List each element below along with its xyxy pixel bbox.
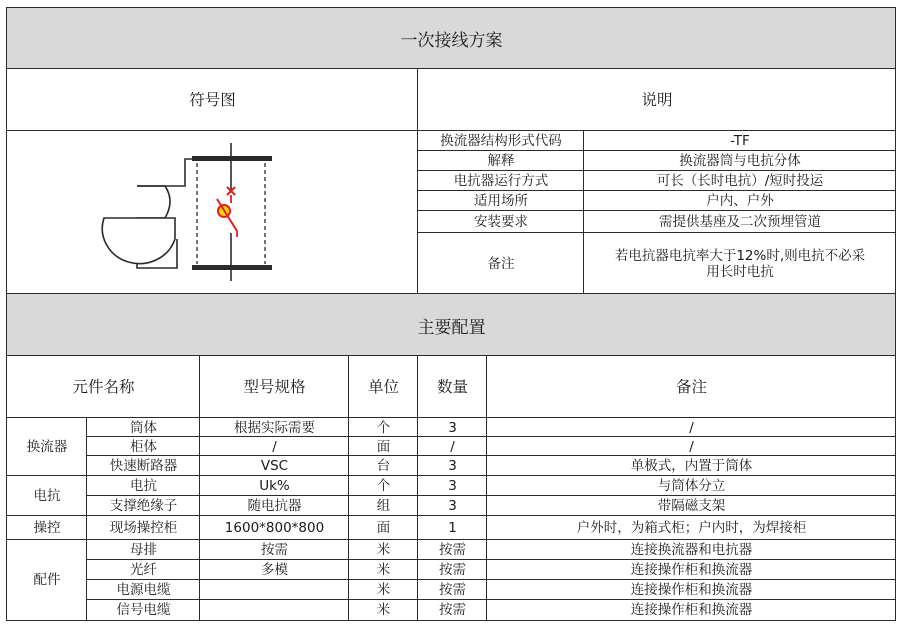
col-header-unit: 单位 <box>367 378 399 396</box>
desc-value: 可长（长时电抗）/短时投运 <box>656 173 824 189</box>
part-model: Uk% <box>259 478 290 494</box>
part-qty: 3 <box>448 419 457 436</box>
part-note: / <box>689 419 694 436</box>
part-qty: 3 <box>448 458 457 474</box>
desc-value: -TF <box>730 133 750 149</box>
part-name: 光纤 <box>130 562 157 578</box>
part-unit: 面 <box>376 520 391 536</box>
part-qty: 1 <box>448 520 457 536</box>
part-name: 现场操控柜 <box>109 520 178 536</box>
part-unit: 个 <box>376 478 391 494</box>
part-model: 根据实际需要 <box>234 419 315 436</box>
part-unit: 组 <box>376 498 391 514</box>
col-header-note: 备注 <box>675 378 707 396</box>
symbol-header: 符号图 <box>189 91 236 109</box>
part-unit: 台 <box>376 458 391 474</box>
group-name: 操控 <box>33 520 61 536</box>
reactor-lead-icon <box>137 159 200 186</box>
part-unit: 米 <box>376 582 391 598</box>
desc-label: 适用场所 <box>474 193 528 209</box>
config-title-bar <box>7 294 896 356</box>
group-name: 电抗 <box>33 488 61 504</box>
part-name: 电抗 <box>130 478 157 494</box>
part-name: 电源电缆 <box>116 582 171 598</box>
scheme-title: 一次接线方案 <box>400 31 503 51</box>
part-note: 与筒体分立 <box>657 478 726 494</box>
part-qty: 3 <box>448 478 457 494</box>
part-name: 支撑绝缘子 <box>109 498 178 514</box>
part-name: 柜体 <box>130 438 157 455</box>
part-unit: 个 <box>376 419 391 436</box>
single-line-symbol-diagram <box>7 131 418 294</box>
bottom-busbar-icon <box>192 265 272 270</box>
part-note: 单极式，内置于筒体 <box>630 458 753 474</box>
col-header-component: 元件名称 <box>72 378 135 396</box>
desc-label: 电抗器运行方式 <box>453 173 549 189</box>
desc-label: 解释 <box>487 153 515 169</box>
part-model: 1600*800*800 <box>224 520 325 536</box>
desc-label: 安装要求 <box>474 214 528 230</box>
part-qty: 按需 <box>439 562 466 578</box>
part-note: 连接换流器和电抗器 <box>630 542 753 558</box>
part-name: 母排 <box>130 542 157 558</box>
part-model: 随电抗器 <box>247 498 302 514</box>
part-unit: 米 <box>376 562 391 578</box>
reactor-semicircle-icon <box>102 218 175 264</box>
config-title: 主要配置 <box>417 317 486 338</box>
col-header-model: 型号规格 <box>243 378 306 396</box>
col-header-qty: 数量 <box>436 378 468 396</box>
part-qty: 3 <box>448 498 457 514</box>
desc-label: 换流器结构形式代码 <box>440 133 562 149</box>
scheme-title-bar <box>7 8 896 69</box>
description-header: 说明 <box>641 91 673 109</box>
remark-line-1: 若电抗器电抗率大于12%时,则电抗不必采 <box>614 247 866 264</box>
group-name: 换流器 <box>26 439 68 455</box>
part-model: VSC <box>260 458 289 474</box>
group-name: 配件 <box>33 572 61 588</box>
part-note: 连接操作柜和换流器 <box>630 582 753 598</box>
desc-value: 需提供基座及二次预埋管道 <box>659 214 821 230</box>
part-qty: / <box>450 438 455 455</box>
part-note: / <box>689 438 694 455</box>
part-name: 信号电缆 <box>116 602 171 618</box>
part-qty: 按需 <box>439 602 466 618</box>
part-model: 按需 <box>261 542 288 558</box>
desc-label: 备注 <box>487 255 515 272</box>
desc-value-remark <box>584 233 896 294</box>
part-note: 连接操作柜和换流器 <box>630 602 753 618</box>
part-qty: 按需 <box>439 582 466 598</box>
part-note: 带隔磁支架 <box>657 498 726 514</box>
part-name: 快速断路器 <box>109 458 178 474</box>
part-model: / <box>272 438 277 455</box>
part-note: 连接操作柜和换流器 <box>630 562 753 578</box>
part-unit: 面 <box>376 438 391 455</box>
part-unit: 米 <box>376 602 391 618</box>
part-name: 筒体 <box>130 419 157 436</box>
top-busbar-icon <box>192 156 272 161</box>
part-unit: 米 <box>376 542 391 558</box>
part-qty: 按需 <box>439 542 466 558</box>
part-model <box>200 600 349 620</box>
part-model <box>200 580 349 600</box>
remark-line-2: 用长时电抗 <box>706 263 774 280</box>
part-model: 多模 <box>261 562 288 578</box>
part-note: 户外时，为箱式柜；户内时，为焊接柜 <box>576 520 807 536</box>
desc-value: 户内、户外 <box>706 193 774 209</box>
desc-value: 换流器筒与电抗分体 <box>679 153 801 169</box>
